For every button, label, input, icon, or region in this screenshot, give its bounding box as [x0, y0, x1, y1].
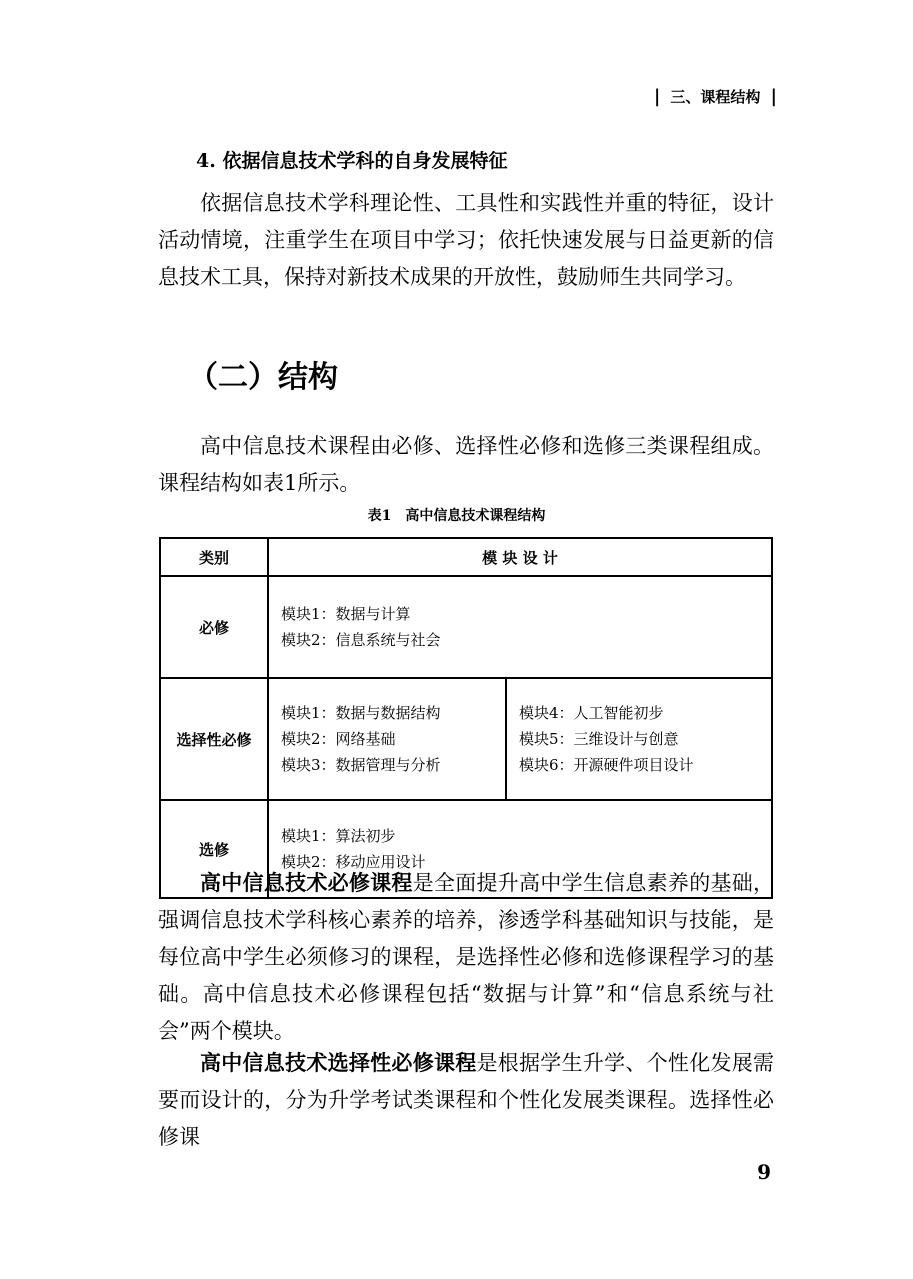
table-row — [160, 576, 772, 678]
paragraph-text: 是全面提升高中学生信息素养的基础，强调信息技术学科核心素养的培养，渗透学科基础知识与技能，是每位高中学生必须修习的课程，是选择性必修和选修课程学习的基础。高中信息技术必修课程包括“数据与计算”和“信息系统与社会”两个模块。 — [158, 871, 775, 1043]
section-intro: 高中信息技术课程由必修、选择性必修和选修三类课程组成。课程结构如表1所示。 — [158, 434, 774, 495]
header-category: 类别 — [160, 538, 268, 576]
chapter-title: 三、课程结构 — [670, 88, 761, 106]
table-caption: 表1 高中信息技术课程结构 — [367, 508, 546, 524]
module-list — [268, 576, 772, 678]
module-item: 模块1：数据与计算 — [281, 605, 411, 623]
category-optional: 选修 — [160, 800, 268, 898]
subsection-body: 依据信息技术学科理论性、工具性和实践性并重的特征，设计活动情境，注重学生在项目中学习；依托快速发展与日益更新的信息技术工具，保持对新技术成果的开放性，鼓励师生共同学习。 — [158, 191, 774, 289]
module-item: 模块6：开源硬件项目设计 — [519, 756, 694, 774]
header-rule-left: | — [653, 86, 661, 107]
paragraph-text: 是根据学生升学、个性化发展需要而设计的，分为升学考试类课程和个性化发展类课程。选择性必修课 — [158, 1051, 774, 1149]
category-selective-required: 选择性必修 — [160, 678, 268, 800]
subsection-heading: 4. 依据信息技术学科的自身发展特征 — [196, 150, 508, 172]
running-header — [654, 86, 777, 107]
module-item: 模块1：数据与数据结构 — [281, 704, 441, 722]
header-module-design: 模 块 设 计 — [268, 538, 772, 576]
module-item: 模块4：人工智能初步 — [519, 704, 664, 722]
module-item: 模块3：数据管理与分析 — [281, 756, 441, 774]
module-item: 模块5：三维设计与创意 — [519, 730, 679, 748]
module-list-right — [506, 678, 772, 800]
module-item: 模块2：移动应用设计 — [281, 853, 426, 871]
paragraph-lead: 高中信息技术选择性必修课程 — [200, 1050, 477, 1075]
paragraph-required-course — [158, 864, 774, 1050]
table-row — [160, 678, 772, 800]
module-item: 模块2：网络基础 — [281, 730, 396, 748]
paragraph-selective-course — [158, 1044, 774, 1156]
category-required: 必修 — [160, 576, 268, 678]
curriculum-structure-table — [159, 537, 773, 899]
page-number: 9 — [757, 1160, 771, 1184]
module-item: 模块2：信息系统与社会 — [281, 631, 441, 649]
header-rule-right: | — [770, 86, 777, 107]
table-header-row — [160, 538, 772, 576]
paragraph-lead: 高中信息技术必修课程 — [200, 870, 413, 895]
module-item: 模块1：算法初步 — [281, 827, 396, 845]
module-list-left — [268, 678, 506, 800]
section-title: （二）结构 — [188, 360, 338, 395]
